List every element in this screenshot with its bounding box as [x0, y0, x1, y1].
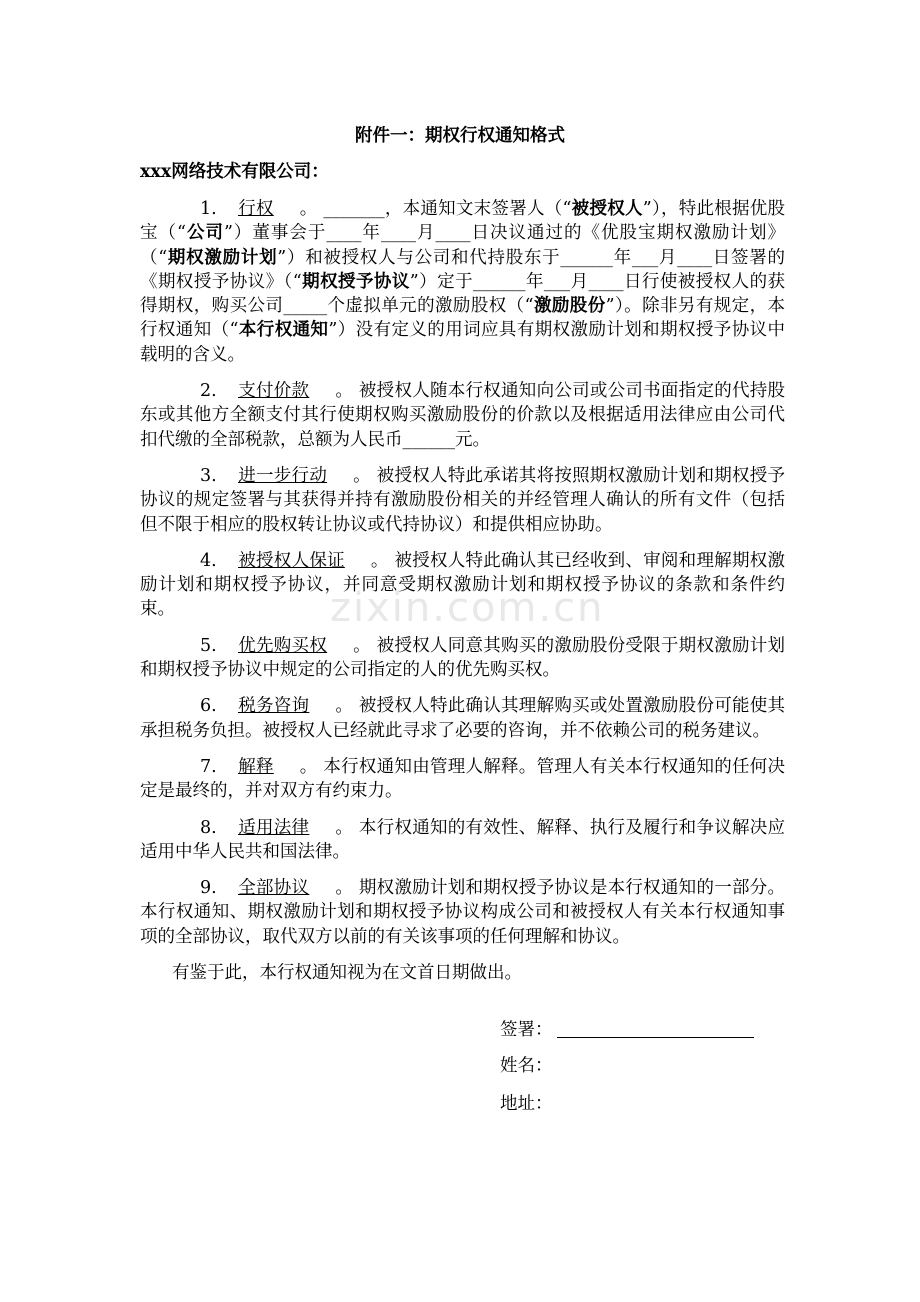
name-field	[500, 1054, 553, 1078]
clause-heading: 适用法律	[238, 817, 310, 838]
clause-number: 9.	[200, 878, 217, 899]
clause-1	[140, 197, 785, 367]
clause-text: 。 被授权人同意其购买的激励股份受限于期权激励计划和期权授予协议中规定的公司指定的人的优先购买权。	[140, 635, 786, 681]
clause-text: ”）没有定义的用词应具有期权激励计划和期权授予协议中载明的含义。	[140, 320, 786, 365]
defined-term: 期权授予协议	[301, 271, 410, 292]
clause-heading: 全部协议	[238, 878, 310, 899]
clause-heading: 解释	[238, 756, 274, 777]
name-label: 姓名：	[500, 1056, 553, 1076]
clause-8	[140, 816, 785, 865]
signature-field	[500, 1018, 754, 1042]
clause-number: 1.	[200, 199, 217, 219]
clause-text: 。 被授权人随本行权通知向公司或公司书面指定的代持股东或其他方全额支付其行使期权购买激励股份的价款以及根据适用法律应由公司代扣代缴的全部税款，总额为人民币______元。	[140, 381, 786, 450]
addressee: xxx网络技术有限公司：	[140, 162, 329, 182]
clause-heading: 税务咨询	[238, 696, 310, 717]
clause-2	[140, 379, 785, 452]
clause-heading: 优先购买权	[238, 635, 328, 656]
clause-text: 。 被授权人特此确认其已经收到、审阅和理解期权激励计划和期权授予协议，并同意受期权激励计划和期权授予协议的条款和条件约束。	[140, 550, 786, 620]
clause-7	[140, 755, 785, 804]
clause-text: ”），特此根据优股宝（“	[140, 199, 786, 244]
clause-text: 。 本行权通知的有效性、解释、执行及履行和争议解决应适用中华人民共和国法律。	[140, 817, 786, 862]
clause-text: ”）定于______年___月____日行使被授权人的获得期权，购买公司_____个虚拟单元的激励股权（“	[140, 271, 786, 317]
clause-number: 4.	[200, 550, 217, 571]
clause-text: 。 本行权通知由管理人解释。管理人有关本行权通知的任何决定是最终的，并对双方有约束力。	[140, 756, 786, 802]
clause-9	[140, 876, 785, 949]
defined-term: 公司	[185, 223, 224, 244]
clause-heading: 支付价款	[238, 381, 310, 402]
clause-heading: 被授权人保证	[238, 550, 345, 571]
clause-number: 7.	[200, 756, 217, 777]
clause-number: 2.	[200, 381, 217, 402]
clause-text: 。 期权激励计划和期权授予协议是本行权通知的一部分。本行权通知、期权激励计划和期权授予协议构成公司和被授权人有关本行权通知事项的全部协议，取代双方以前的有关该事项的任何理解和协议。	[140, 878, 786, 947]
document-title: 附件一：期权行权通知格式	[355, 126, 565, 146]
clause-text: ”）和被授权人与公司和代持股东于______年___月____日签署的《期权授予协议》（“	[140, 247, 785, 292]
clause-4	[140, 549, 785, 622]
clause-text: ”）董事会于____年____月____日决议通过的《优股宝期权激励计划》（“	[140, 223, 785, 268]
defined-term: 激励股份	[533, 296, 606, 317]
clause-text: ”）。除非另有规定，本行权通知（“	[140, 296, 786, 341]
document-body	[140, 197, 785, 999]
clause-text: 。 被授权人特此确认其理解购买或处置激励股份可能使其承担税务负担。被授权人已经就此寻求了必要的咨询，并不依赖公司的税务建议。	[140, 696, 786, 741]
defined-term: 本行权通知	[238, 320, 329, 341]
clause-heading: 进一步行动	[238, 465, 328, 486]
signature-line[interactable]	[557, 1019, 754, 1038]
watermark: zixin.com.cn	[330, 585, 605, 631]
defined-term: 期权激励计划	[167, 247, 278, 268]
clause-number: 8.	[200, 817, 217, 838]
clause-3	[140, 464, 785, 537]
clause-5	[140, 634, 785, 683]
clause-number: 5.	[200, 635, 217, 656]
clause-heading: 行权	[238, 199, 274, 219]
address-field	[500, 1092, 553, 1116]
address-label: 地址：	[500, 1094, 553, 1114]
clause-6	[140, 694, 785, 743]
clause-text: 。 _______，本通知文末签署人（“	[299, 199, 572, 219]
clause-text: 。 被授权人特此承诺其将按照期权激励计划和期权授予协议的规定签署与其获得并持有激励股份相关的并经管理人确认的所有文件（包括但不限于相应的股权转让协议或代持协议）和提供相应协助。	[140, 465, 786, 535]
clause-number: 6.	[200, 696, 217, 717]
signature-label: 签署：	[500, 1020, 553, 1040]
clause-number: 3.	[200, 465, 217, 486]
defined-term: 被授权人	[571, 199, 643, 219]
closing-statement: 有鉴于此，本行权通知视为在文首日期做出。	[172, 963, 522, 984]
